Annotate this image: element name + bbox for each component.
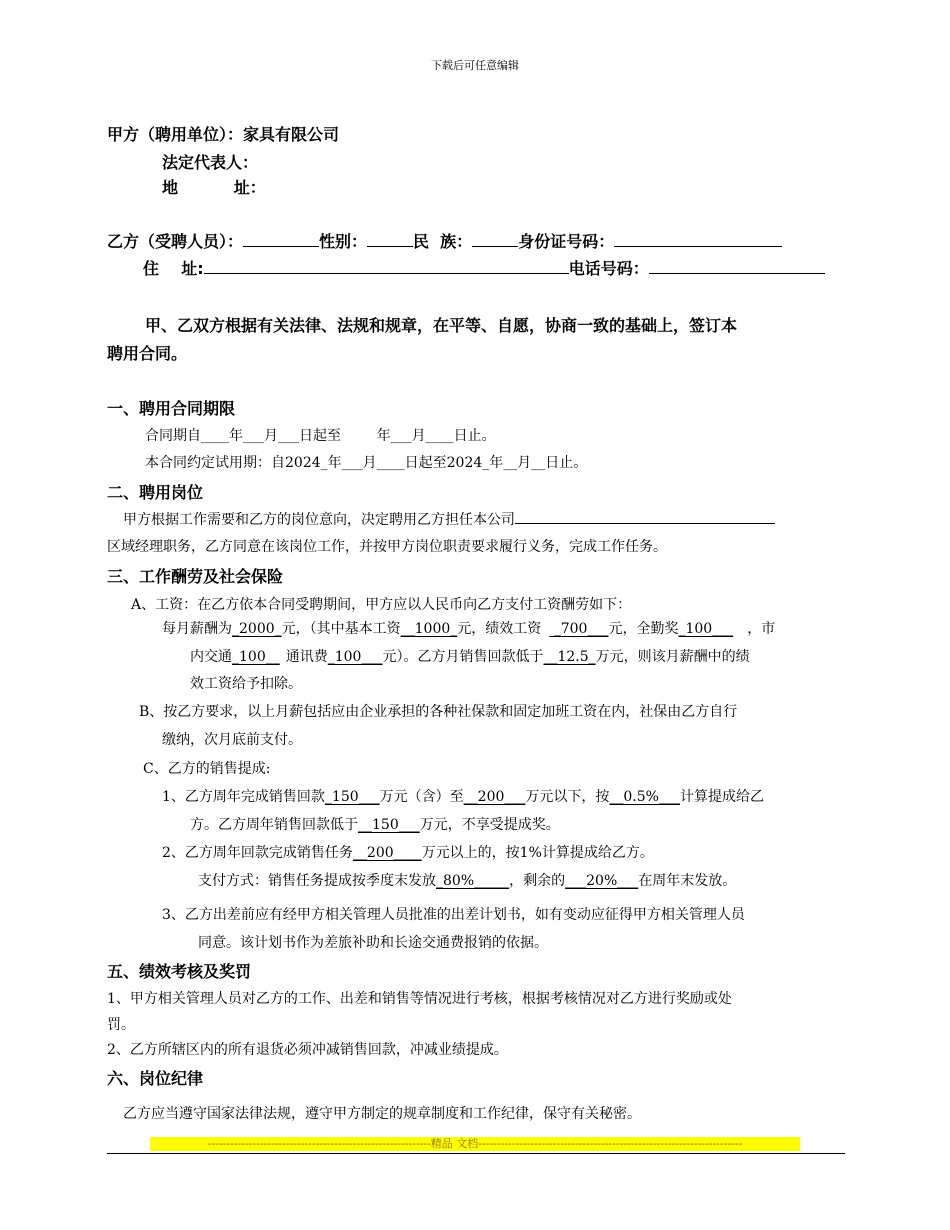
c2-text: 2、乙方周年回款完成销售任务 [162,845,353,861]
c1-lower-value: _150___ [324,789,380,805]
sec5-line1: 1、甲方相关管理人员对乙方的工作、出差和销售等情况进行考核，根据考核情况对乙方进行奖励或处 [107,991,732,1007]
sec3-a-intro: A、工资：在乙方依本合同受聘期间，甲方应以人民币向乙方支付工资酬劳如下： [131,597,632,613]
payment-method [198,870,736,890]
commission-2 [162,842,654,862]
sec2-line1 [123,509,775,529]
gender-label: 性别： [319,232,368,251]
party-a-rep-label: 法定代表人： [162,153,259,172]
position-blank [515,509,775,524]
party-b-row1 [107,229,782,252]
id-blank [614,232,782,247]
sec6-title: 六、岗位纪律 [107,1069,204,1088]
gender-blank [367,232,413,247]
c2-target-value: __200____ [352,845,422,861]
quarterly-percent-value: _80%_____ [436,873,510,889]
sec5-line2: 罚。 [107,1017,135,1033]
pay-text: 元，全勤奖 [608,621,679,637]
sec5-line3: 2、乙方所辖区内的所有退货必须冲减销售回款，冲减业绩提成。 [107,1042,508,1058]
c1-rate-value: __0.5%___ [609,789,680,805]
sec3-b-line1: B、按乙方要求，以上月薪包括应由企业承担的各种社保款和固定加班工资在内，社保由乙方自行 [139,704,738,720]
c2-text: 万元以上的，按1%计算提成给乙方。 [421,845,654,861]
sec1-line1: 合同期自____年___月___日起至 年___月____日止。 [145,428,496,444]
c1-text: 万元以下，按 [525,789,610,805]
sec2-line2: 区域经理职务，乙方同意在该岗位工作，并按甲方岗位职责要求履行义务，完成工作任务。 [107,539,667,555]
footer-banner: ------------------------------------------------------------精品 文档----------------------------------------------------------------------- [150,1137,800,1151]
commission-1-line1 [162,786,764,806]
preamble-line2: 聘用合同。 [107,344,188,363]
party-b-row2 [143,256,825,279]
ethnic-blank [472,232,518,247]
ethnic-label: 民 族： [413,232,473,251]
phone-blank [649,259,825,274]
sec3-c-title: C、乙方的销售提成: [143,761,271,777]
pay-line2 [190,646,750,666]
c1-text: 万元，不享受提成奖。 [419,817,560,833]
pay-text: 元，（其中基本工资 [281,621,401,637]
pay-text: 内交通 [190,649,232,665]
sec1-title: 一、聘用合同期限 [107,399,236,418]
commission-3-line2: 同意。该计划书作为差旅补助和长途交通费报销的依据。 [198,935,548,951]
pay-text: 每月薪酬为 [162,621,232,637]
pay-text: ，市 [747,621,776,637]
footer-divider [107,1153,845,1154]
sec2-line1-text: 甲方根据工作需要和乙方的岗位意向，决定聘用乙方担任本公司 [123,512,515,528]
pay-text: 万元，则该月薪酬中的绩 [595,649,750,665]
sec5-title: 五、绩效考核及奖罚 [107,962,252,981]
c1-text: 方。乙方周年销售回款低于 [190,817,358,833]
sec3-b-line2: 缴纳，次月底前支付。 [162,732,302,748]
pay-method-text: 支付方式：销售任务提成按季度末发放 [198,873,436,889]
party-a-addr-label: 地 址： [162,178,266,197]
preamble-line1: 甲、乙双方根据有关法律、法规和规章，在平等、自愿，协商一致的基础上，签订本 [145,316,738,335]
base-pay-value: __1000_ [400,621,458,637]
annual-percent-value: ___20%___ [565,873,639,889]
pay-text: 元）。乙方月销售回款低于 [382,649,544,665]
sec1-line2: 本合同约定试用期：自2024_年___月____日起至2024_年__月__日止。 [145,455,588,471]
pay-text: 通讯费 [285,649,328,665]
transport-value: _100__ [232,649,280,665]
sec6-line1: 乙方应当遵守国家法律法规，遵守甲方制定的规章制度和工作纪律，保守有关秘密。 [123,1106,641,1122]
attendance-bonus-value: _100___ [678,621,734,637]
c1-min-value: __150___ [358,817,420,833]
pay-line3: 效工资给予扣除。 [190,676,302,692]
sec3-title: 三、工作酬劳及社会保险 [107,567,284,586]
c1-text: 万元（含）至 [379,789,464,805]
address-blank [204,259,569,274]
performance-pay-value: _700___ [549,621,609,637]
party-b-addr-label: 住 址: [143,259,204,278]
communication-value: _100___ [327,649,383,665]
c1-text: 1、乙方周年完成销售回款 [162,789,325,805]
name-blank [243,232,319,247]
party-b-title: 乙方（受聘人员）： [107,232,244,251]
commission-1-line2 [190,814,560,834]
sec2-title: 二、聘用岗位 [107,483,204,502]
monthly-pay-value: _2000_ [232,621,282,637]
id-label: 身份证号码： [518,232,615,251]
party-a-title: 甲方（聘用单位）：家具有限公司 [107,125,340,144]
c1-text: 计算提成给乙 [679,789,764,805]
header-note: 下载后可任意编辑 [431,59,519,72]
phone-label: 电话号码： [568,259,649,278]
pay-line1 [162,618,775,638]
commission-3-line1: 3、乙方出差前应有经甲方相关管理人员批准的出差计划书，如有变动应征得甲方相关管理人员 [162,907,745,923]
pay-text: 元，绩效工资 [457,621,542,637]
c1-upper-value: __200___ [463,789,526,805]
sales-threshold-value: __12.5_ [543,649,596,665]
pay-method-text: ，剩余的 [509,873,566,889]
pay-method-text: 在周年末发放。 [638,873,737,889]
